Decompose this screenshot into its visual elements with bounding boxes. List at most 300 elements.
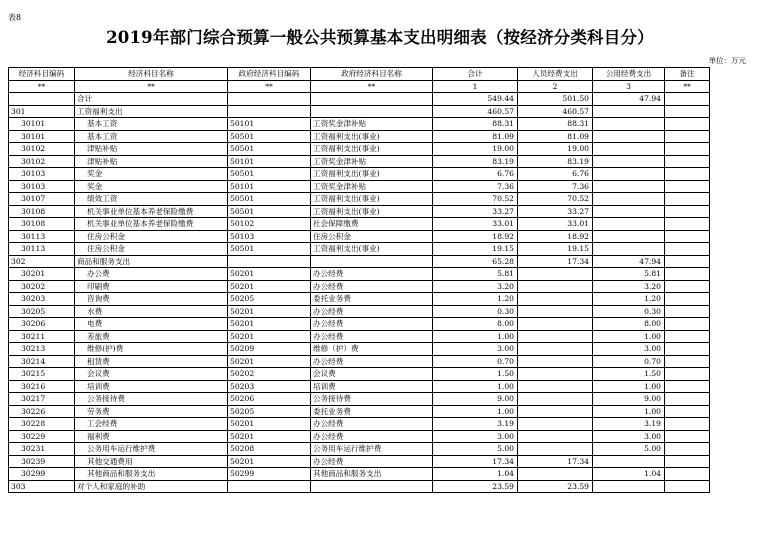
- table-row: [9, 355, 710, 368]
- econ-name-cell: 住房公积金: [75, 230, 228, 243]
- note-cell: [665, 155, 710, 168]
- note-cell: [665, 405, 710, 418]
- gov-code-cell: 50201: [228, 430, 311, 443]
- gov-code-cell: [228, 93, 311, 106]
- page-title: 2019年部门综合预算一般公共预算基本支出明细表（按经济分类科目分）: [106, 28, 654, 47]
- personnel-cell: [518, 318, 593, 331]
- econ-code-cell: 30113: [9, 230, 75, 243]
- total-cell: 0.30: [433, 305, 518, 318]
- personnel-cell: [518, 443, 593, 456]
- table-row: [9, 168, 710, 181]
- personnel-cell: 19.00: [518, 143, 593, 156]
- econ-name-cell: 奖金: [75, 168, 228, 181]
- public-cell: 1.00: [593, 380, 665, 393]
- econ-name-cell: 奖金: [75, 180, 228, 193]
- public-cell: 0.70: [593, 355, 665, 368]
- econ-code-cell: 303: [9, 480, 75, 493]
- econ-code-cell: 301: [9, 105, 75, 118]
- total-cell: 81.09: [433, 130, 518, 143]
- note-cell: [665, 393, 710, 406]
- total-cell: 9.00: [433, 393, 518, 406]
- personnel-cell: [518, 343, 593, 356]
- personnel-cell: 33.27: [518, 205, 593, 218]
- econ-code-cell: 30201: [9, 268, 75, 281]
- public-cell: 1.50: [593, 368, 665, 381]
- note-cell: [665, 318, 710, 331]
- note-cell: [665, 93, 710, 106]
- gov-name-cell: 工资福利支出(事业): [311, 143, 433, 156]
- note-cell: [665, 268, 710, 281]
- table-row: [9, 218, 710, 231]
- personnel-cell: [518, 305, 593, 318]
- header-gov-code: 政府经济科目编码: [228, 68, 311, 81]
- gov-name-cell: 培训费: [311, 380, 433, 393]
- table-row: [9, 205, 710, 218]
- gov-name-cell: 工资福利支出(事业): [311, 205, 433, 218]
- public-cell: [593, 155, 665, 168]
- gov-name-cell: 委托业务费: [311, 405, 433, 418]
- table-row: [9, 180, 710, 193]
- gov-code-cell: 50203: [228, 380, 311, 393]
- note-cell: [665, 168, 710, 181]
- total-cell: 0.70: [433, 355, 518, 368]
- personnel-cell: 460.57: [518, 105, 593, 118]
- econ-code-cell: 30206: [9, 318, 75, 331]
- gov-name-cell: 办公经费: [311, 280, 433, 293]
- gov-name-cell: 住房公积金: [311, 230, 433, 243]
- econ-name-cell: 租赁费: [75, 355, 228, 368]
- econ-code-cell: 30102: [9, 143, 75, 156]
- table-row: [9, 480, 710, 493]
- personnel-cell: [518, 380, 593, 393]
- econ-name-cell: 其他交通费用: [75, 455, 228, 468]
- note-cell: [665, 243, 710, 256]
- table-row: [9, 455, 710, 468]
- econ-code-cell: 30215: [9, 368, 75, 381]
- econ-name-cell: 印刷费: [75, 280, 228, 293]
- gov-code-cell: 50501: [228, 168, 311, 181]
- econ-code-cell: 30101: [9, 130, 75, 143]
- econ-name-cell: 劳务费: [75, 405, 228, 418]
- econ-code-cell: 30214: [9, 355, 75, 368]
- table-row: [9, 443, 710, 456]
- note-cell: [665, 205, 710, 218]
- gov-code-cell: 50299: [228, 468, 311, 481]
- public-cell: [593, 205, 665, 218]
- personnel-cell: 23.59: [518, 480, 593, 493]
- total-cell: 33.01: [433, 218, 518, 231]
- total-cell: 8.00: [433, 318, 518, 331]
- total-cell: 19.00: [433, 143, 518, 156]
- total-cell: 5.81: [433, 268, 518, 281]
- table-row: [9, 243, 710, 256]
- total-cell: 6.76: [433, 168, 518, 181]
- personnel-cell: 81.09: [518, 130, 593, 143]
- econ-name-cell: 机关事业单位基本养老保险缴费: [75, 218, 228, 231]
- note-cell: [665, 255, 710, 268]
- table-row: [9, 393, 710, 406]
- personnel-cell: [518, 468, 593, 481]
- personnel-cell: [518, 393, 593, 406]
- gov-code-cell: 50201: [228, 305, 311, 318]
- table-row: [9, 280, 710, 293]
- note-cell: [665, 455, 710, 468]
- public-cell: 9.00: [593, 393, 665, 406]
- header-econ-name: 经济科目名称: [75, 68, 228, 81]
- gov-name-cell: 办公经费: [311, 268, 433, 281]
- note-cell: [665, 343, 710, 356]
- table-row: [9, 343, 710, 356]
- index-cell: 1: [433, 80, 518, 93]
- header-row: [9, 68, 710, 81]
- public-cell: [593, 193, 665, 206]
- public-cell: 5.00: [593, 443, 665, 456]
- econ-name-cell: 公务接待费: [75, 393, 228, 406]
- gov-code-cell: 50202: [228, 368, 311, 381]
- public-cell: 1.00: [593, 330, 665, 343]
- gov-code-cell: 50201: [228, 355, 311, 368]
- header-econ-code: 经济科目编码: [9, 68, 75, 81]
- note-cell: [665, 218, 710, 231]
- econ-code-cell: 30103: [9, 180, 75, 193]
- gov-code-cell: 50201: [228, 330, 311, 343]
- expenditure-table: [8, 67, 710, 493]
- econ-code-cell: 30108: [9, 205, 75, 218]
- econ-code-cell: 30211: [9, 330, 75, 343]
- header-public: 公用经费支出: [593, 68, 665, 81]
- personnel-cell: [518, 355, 593, 368]
- public-cell: [593, 105, 665, 118]
- gov-code-cell: 50208: [228, 443, 311, 456]
- econ-name-cell: 住房公积金: [75, 243, 228, 256]
- econ-code-cell: 30102: [9, 155, 75, 168]
- note-cell: [665, 368, 710, 381]
- econ-code-cell: 30101: [9, 118, 75, 131]
- econ-name-cell: 工会经费: [75, 418, 228, 431]
- total-cell: 3.20: [433, 280, 518, 293]
- total-cell: 549.44: [433, 93, 518, 106]
- econ-name-cell: 维修(护)费: [75, 343, 228, 356]
- econ-code-cell: 30205: [9, 305, 75, 318]
- gov-code-cell: 50501: [228, 143, 311, 156]
- index-cell: **: [228, 80, 311, 93]
- econ-code-cell: 30108: [9, 218, 75, 231]
- table-row: [9, 105, 710, 118]
- total-cell: 3.00: [433, 430, 518, 443]
- econ-name-cell: 合计: [75, 93, 228, 106]
- gov-code-cell: [228, 255, 311, 268]
- table-row: [9, 468, 710, 481]
- total-cell: 1.00: [433, 380, 518, 393]
- note-cell: [665, 180, 710, 193]
- econ-name-cell: 其他商品和服务支出: [75, 468, 228, 481]
- total-cell: 7.36: [433, 180, 518, 193]
- econ-name-cell: 津贴补贴: [75, 143, 228, 156]
- econ-name-cell: 电费: [75, 318, 228, 331]
- public-cell: [593, 218, 665, 231]
- econ-name-cell: 办公费: [75, 268, 228, 281]
- gov-name-cell: 办公经费: [311, 305, 433, 318]
- note-cell: [665, 280, 710, 293]
- total-cell: 88.31: [433, 118, 518, 131]
- personnel-cell: 88.31: [518, 118, 593, 131]
- econ-code-cell: 302: [9, 255, 75, 268]
- gov-name-cell: 办公经费: [311, 418, 433, 431]
- econ-code-cell: 30103: [9, 168, 75, 181]
- personnel-cell: 17.34: [518, 255, 593, 268]
- gov-name-cell: 工资福利支出(事业): [311, 130, 433, 143]
- gov-name-cell: 办公经费: [311, 318, 433, 331]
- table-row: [9, 405, 710, 418]
- gov-name-cell: 办公经费: [311, 355, 433, 368]
- econ-name-cell: 水费: [75, 305, 228, 318]
- gov-code-cell: [228, 105, 311, 118]
- personnel-cell: [518, 268, 593, 281]
- econ-name-cell: 公务用车运行维护费: [75, 443, 228, 456]
- table-body: [9, 93, 710, 493]
- gov-code-cell: 50501: [228, 205, 311, 218]
- total-cell: 1.50: [433, 368, 518, 381]
- gov-code-cell: 50501: [228, 243, 311, 256]
- gov-name-cell: 工资奖金津补贴: [311, 118, 433, 131]
- table-row: [9, 93, 710, 106]
- table-row: [9, 330, 710, 343]
- header-note: 备注: [665, 68, 710, 81]
- public-cell: 1.00: [593, 405, 665, 418]
- gov-name-cell: [311, 480, 433, 493]
- econ-code-cell: 30229: [9, 430, 75, 443]
- total-cell: 33.27: [433, 205, 518, 218]
- total-cell: 65.28: [433, 255, 518, 268]
- public-cell: 1.04: [593, 468, 665, 481]
- econ-code-cell: 30239: [9, 455, 75, 468]
- gov-name-cell: 工资奖金津补贴: [311, 180, 433, 193]
- econ-name-cell: 津贴补贴: [75, 155, 228, 168]
- econ-code-cell: 30203: [9, 293, 75, 306]
- econ-name-cell: 差旅费: [75, 330, 228, 343]
- note-cell: [665, 130, 710, 143]
- gov-code-cell: 50201: [228, 280, 311, 293]
- table-row: [9, 318, 710, 331]
- public-cell: 0.30: [593, 305, 665, 318]
- personnel-cell: 70.52: [518, 193, 593, 206]
- public-cell: 3.00: [593, 343, 665, 356]
- index-cell: **: [9, 80, 75, 93]
- econ-name-cell: 工资福利支出: [75, 105, 228, 118]
- total-cell: 1.20: [433, 293, 518, 306]
- note-cell: [665, 230, 710, 243]
- gov-code-cell: 50201: [228, 268, 311, 281]
- econ-name-cell: 机关事业单位基本养老保险缴费: [75, 205, 228, 218]
- note-cell: [665, 193, 710, 206]
- public-cell: 8.00: [593, 318, 665, 331]
- public-cell: 1.20: [593, 293, 665, 306]
- note-cell: [665, 293, 710, 306]
- note-cell: [665, 355, 710, 368]
- econ-name-cell: 对个人和家庭的补助: [75, 480, 228, 493]
- gov-code-cell: 50501: [228, 130, 311, 143]
- note-cell: [665, 480, 710, 493]
- econ-code-cell: 30226: [9, 405, 75, 418]
- personnel-cell: [518, 418, 593, 431]
- personnel-cell: 19.15: [518, 243, 593, 256]
- public-cell: [593, 168, 665, 181]
- total-cell: 19.15: [433, 243, 518, 256]
- table-row: [9, 368, 710, 381]
- public-cell: 47.94: [593, 93, 665, 106]
- public-cell: [593, 180, 665, 193]
- note-cell: [665, 143, 710, 156]
- index-cell: **: [311, 80, 433, 93]
- table-row: [9, 255, 710, 268]
- gov-code-cell: 50103: [228, 230, 311, 243]
- table-row: [9, 230, 710, 243]
- public-cell: 47.94: [593, 255, 665, 268]
- total-cell: 3.19: [433, 418, 518, 431]
- econ-code-cell: 30202: [9, 280, 75, 293]
- personnel-cell: 83.19: [518, 155, 593, 168]
- note-cell: [665, 305, 710, 318]
- public-cell: [593, 143, 665, 156]
- total-cell: 17.34: [433, 455, 518, 468]
- gov-name-cell: 办公经费: [311, 455, 433, 468]
- personnel-cell: [518, 368, 593, 381]
- personnel-cell: [518, 293, 593, 306]
- public-cell: [593, 118, 665, 131]
- econ-code-cell: 30228: [9, 418, 75, 431]
- econ-code-cell: 30216: [9, 380, 75, 393]
- note-cell: [665, 418, 710, 431]
- gov-code-cell: 50209: [228, 343, 311, 356]
- gov-code-cell: 50101: [228, 118, 311, 131]
- index-cell: **: [665, 80, 710, 93]
- gov-name-cell: 公务用车运行维护费: [311, 443, 433, 456]
- gov-code-cell: 50101: [228, 155, 311, 168]
- gov-name-cell: [311, 93, 433, 106]
- note-cell: [665, 443, 710, 456]
- econ-name-cell: 基本工资: [75, 130, 228, 143]
- note-cell: [665, 118, 710, 131]
- public-cell: [593, 480, 665, 493]
- gov-name-cell: 社会保障缴费: [311, 218, 433, 231]
- gov-code-cell: 50205: [228, 293, 311, 306]
- gov-name-cell: 工资福利支出(事业): [311, 193, 433, 206]
- page-tag: 表8: [8, 13, 22, 22]
- econ-name-cell: 福利费: [75, 430, 228, 443]
- table-row: [9, 193, 710, 206]
- note-cell: [665, 105, 710, 118]
- gov-code-cell: [228, 480, 311, 493]
- note-cell: [665, 430, 710, 443]
- public-cell: [593, 455, 665, 468]
- gov-code-cell: 50205: [228, 405, 311, 418]
- gov-code-cell: 50102: [228, 218, 311, 231]
- public-cell: 5.81: [593, 268, 665, 281]
- note-cell: [665, 468, 710, 481]
- econ-name-cell: 绩效工资: [75, 193, 228, 206]
- gov-name-cell: 维修（护）费: [311, 343, 433, 356]
- gov-name-cell: 公务接待费: [311, 393, 433, 406]
- table-row: [9, 418, 710, 431]
- personnel-cell: 33.01: [518, 218, 593, 231]
- personnel-cell: [518, 280, 593, 293]
- index-cell: 2: [518, 80, 593, 93]
- personnel-cell: 7.36: [518, 180, 593, 193]
- header-personnel: 人员经费支出: [518, 68, 593, 81]
- econ-code-cell: 30231: [9, 443, 75, 456]
- personnel-cell: 17.34: [518, 455, 593, 468]
- econ-name-cell: 培训费: [75, 380, 228, 393]
- public-cell: 3.19: [593, 418, 665, 431]
- personnel-cell: 6.76: [518, 168, 593, 181]
- gov-code-cell: 50101: [228, 180, 311, 193]
- public-cell: [593, 230, 665, 243]
- total-cell: 70.52: [433, 193, 518, 206]
- gov-name-cell: [311, 105, 433, 118]
- gov-code-cell: 50201: [228, 318, 311, 331]
- gov-name-cell: 工资福利支出(事业): [311, 168, 433, 181]
- econ-name-cell: 会议费: [75, 368, 228, 381]
- total-cell: 460.57: [433, 105, 518, 118]
- personnel-cell: [518, 330, 593, 343]
- econ-code-cell: 30113: [9, 243, 75, 256]
- econ-code-cell: 30299: [9, 468, 75, 481]
- table-row: [9, 268, 710, 281]
- public-cell: [593, 243, 665, 256]
- gov-name-cell: [311, 255, 433, 268]
- gov-code-cell: 50206: [228, 393, 311, 406]
- econ-name-cell: 咨询费: [75, 293, 228, 306]
- note-cell: [665, 380, 710, 393]
- econ-name-cell: 商品和服务支出: [75, 255, 228, 268]
- gov-name-cell: 办公经费: [311, 430, 433, 443]
- gov-code-cell: 50201: [228, 418, 311, 431]
- total-cell: 1.00: [433, 330, 518, 343]
- header-total: 合计: [433, 68, 518, 81]
- table-row: [9, 305, 710, 318]
- econ-code-cell: 30217: [9, 393, 75, 406]
- note-cell: [665, 330, 710, 343]
- gov-name-cell: 工资奖金津补贴: [311, 155, 433, 168]
- total-cell: 23.59: [433, 480, 518, 493]
- personnel-cell: 501.50: [518, 93, 593, 106]
- unit-label: 单位：万元: [708, 56, 746, 65]
- public-cell: 3.20: [593, 280, 665, 293]
- total-cell: 18.92: [433, 230, 518, 243]
- total-cell: 5.00: [433, 443, 518, 456]
- gov-name-cell: 其他商品和服务支出: [311, 468, 433, 481]
- total-cell: 1.04: [433, 468, 518, 481]
- gov-name-cell: 工资福利支出(事业): [311, 243, 433, 256]
- econ-name-cell: 基本工资: [75, 118, 228, 131]
- table-row: [9, 155, 710, 168]
- total-cell: 1.00: [433, 405, 518, 418]
- personnel-cell: [518, 405, 593, 418]
- econ-code-cell: 30213: [9, 343, 75, 356]
- table-row: [9, 293, 710, 306]
- public-cell: 3.00: [593, 430, 665, 443]
- personnel-cell: [518, 430, 593, 443]
- table-row: [9, 430, 710, 443]
- gov-name-cell: 会议费: [311, 368, 433, 381]
- table-row: [9, 130, 710, 143]
- personnel-cell: 18.92: [518, 230, 593, 243]
- index-row: [9, 80, 710, 93]
- index-cell: 3: [593, 80, 665, 93]
- table-row: [9, 143, 710, 156]
- gov-code-cell: 50501: [228, 193, 311, 206]
- gov-code-cell: 50201: [228, 455, 311, 468]
